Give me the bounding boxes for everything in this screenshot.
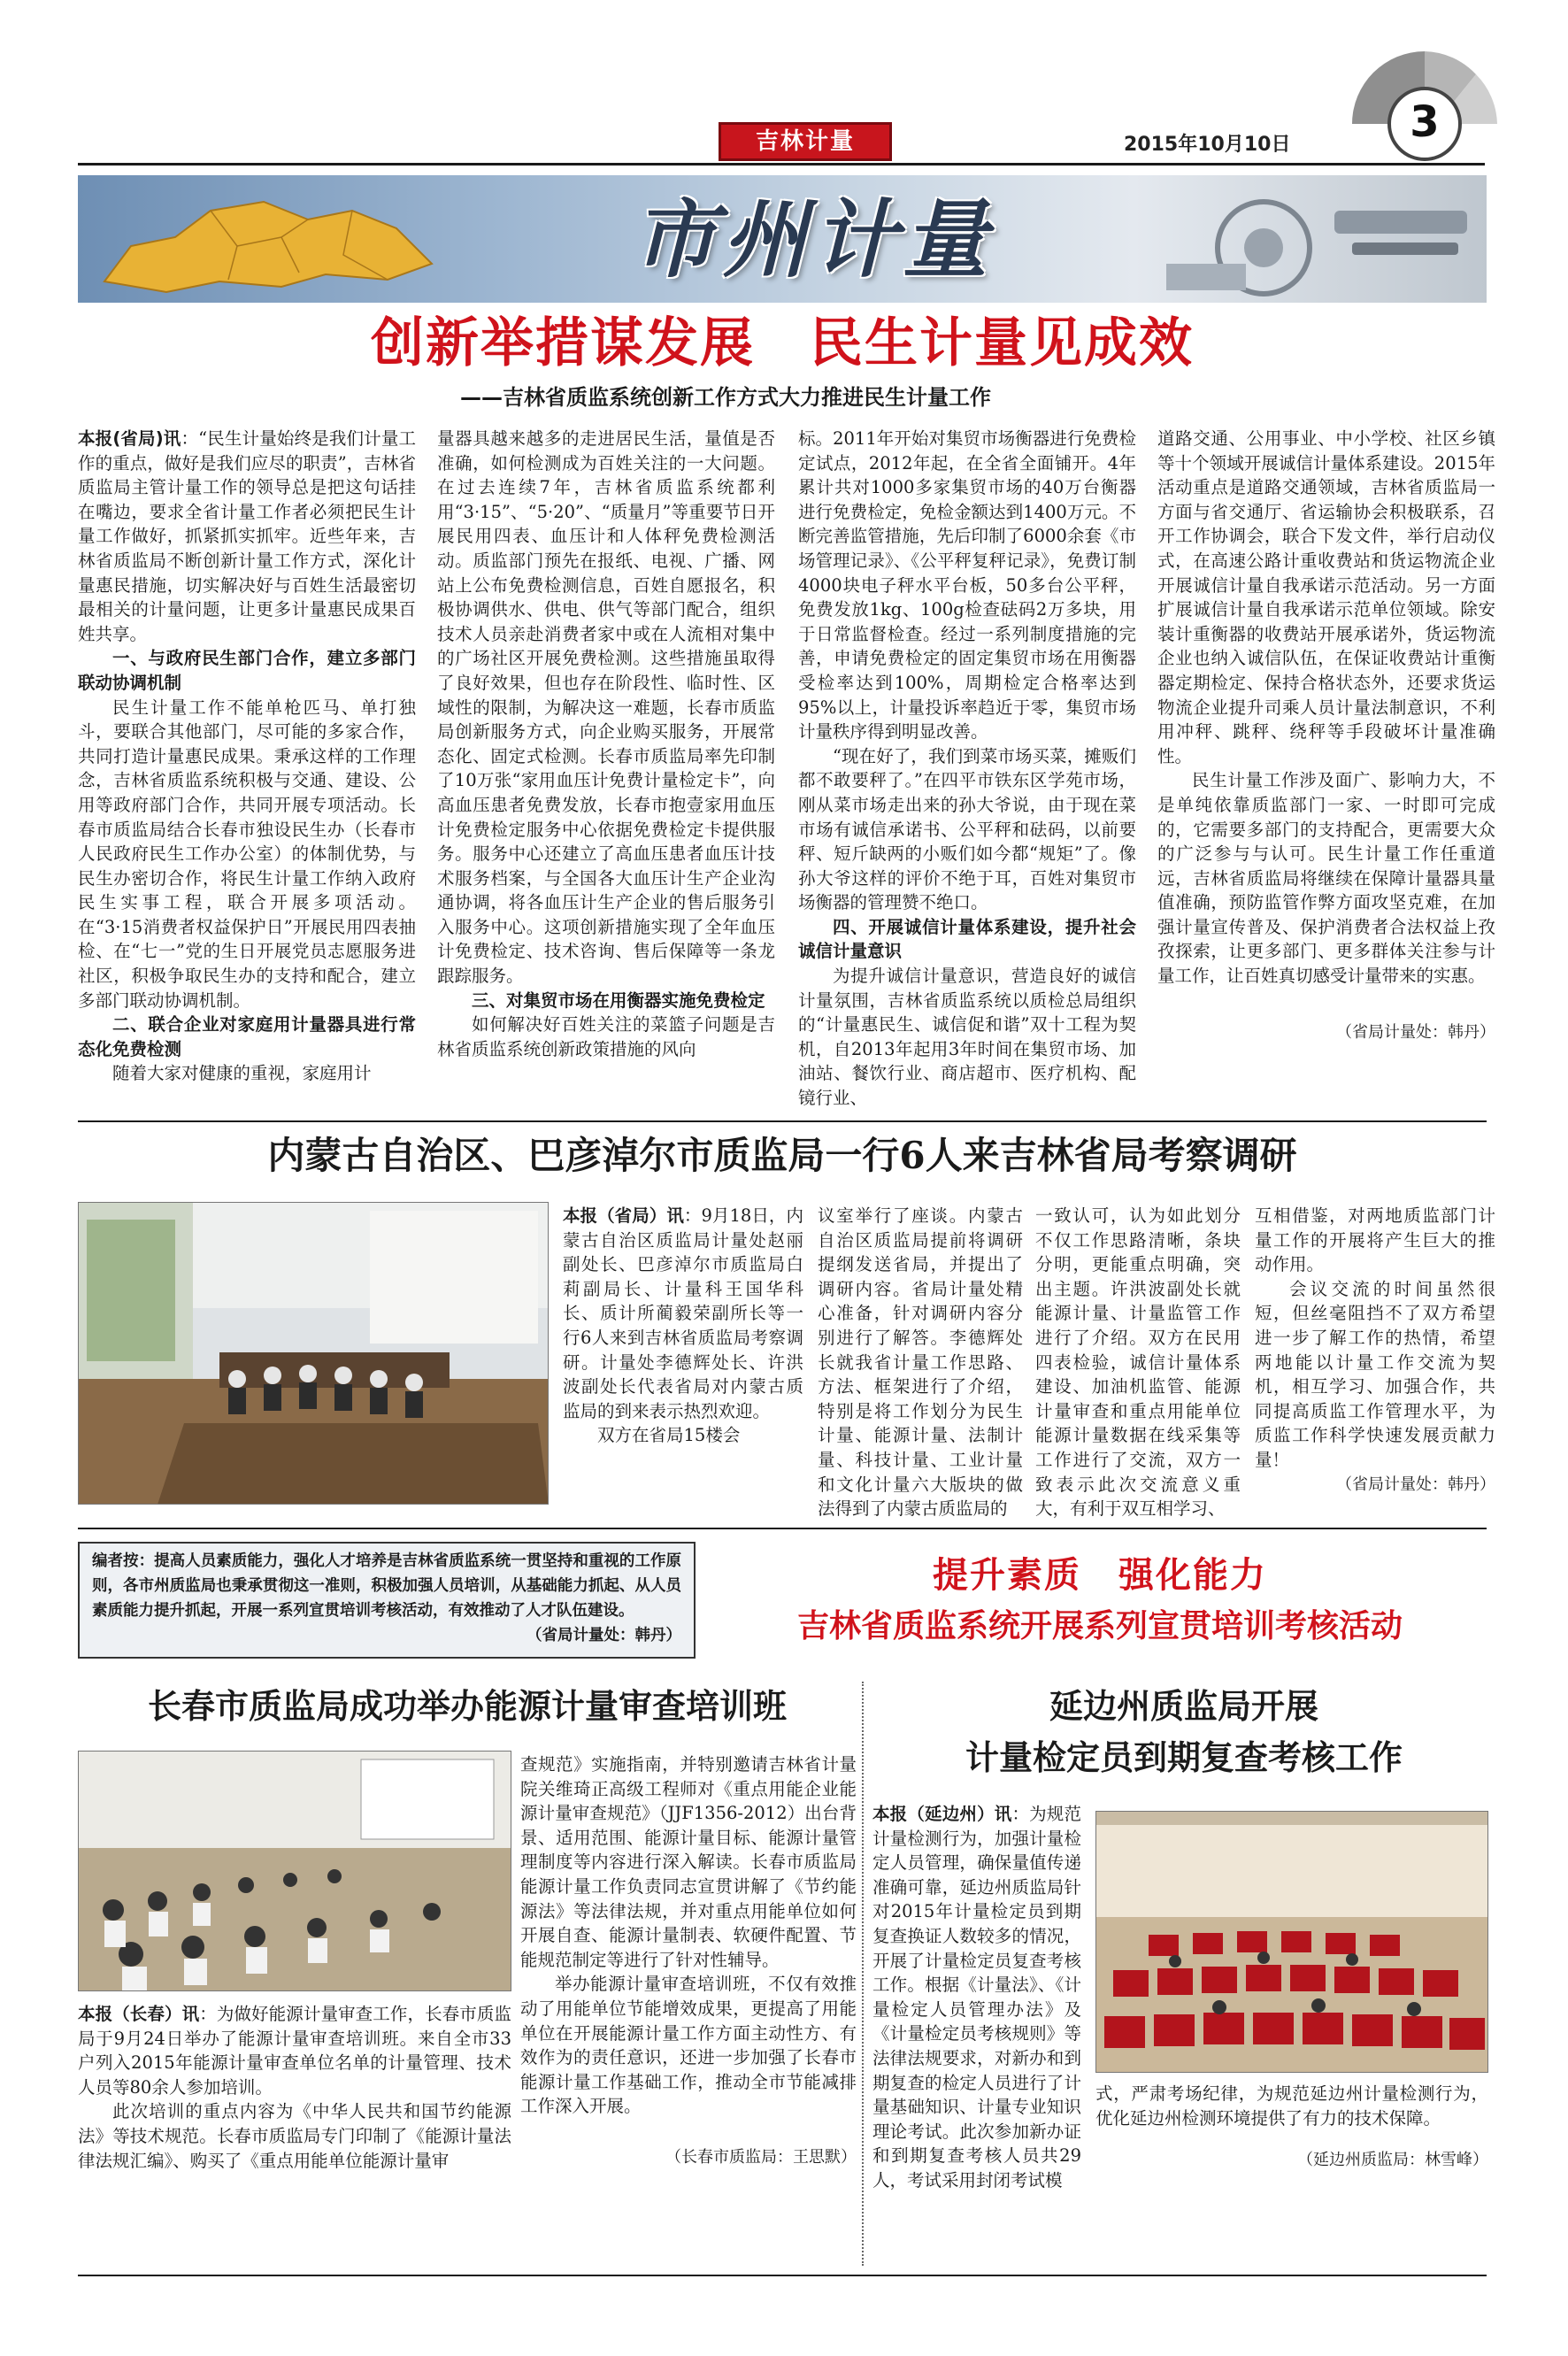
- article1-column-3: [798, 427, 1136, 1113]
- exam-hall-image: [1095, 1811, 1488, 2073]
- article1-col2-p1: 量器具越来越多的走进居民生活，量值是否准确，如何检测成为百姓关注的一大问题。在过去连续7年，吉林省质监系统都利用“3·15”、“5·20”、“质量月”等重要节日开展民用四表、血压计和人体秤免费检测活动。质监部门预先在报纸、电视、广播、网站上公布免费检测信息，百姓自愿报名，积极协调供水、供电、供气等部门配合，组织技术人员亲赴消费者家中或在人流相对集中的广场社区开展免费检测。这些措施虽取得了良好效果，但也存在阶段性、临时性、区域性的限制，为解决这一难题，长春市质监局创新服务方式，向企业购买服务，开展常态化、固定式检测。长春市质监局率先印制了10万张“家用血压计免费计量检定卡”，向高血压患者免费发放，长春市抱壹家用血压计免费检定服务中心依据免费检定卡提供服务。服务中心还建立了高血压患者血压计技术服务档案，与全国各大血压计生产企业沟通协调，将各血压计生产企业的售后服务引入服务中心。这项创新措施实现了全年血压计免费检定、技术咨询、售后保障等一条龙跟踪服务。: [437, 428, 775, 987]
- page-header: [0, 0, 1568, 177]
- meeting-room-image: [78, 1202, 549, 1505]
- article2-bottom-rule: [78, 1528, 1487, 1529]
- article1-column-4: [1157, 427, 1495, 1113]
- paper-name: 吉林计量: [755, 128, 855, 155]
- article4-column-right: [1095, 2082, 1488, 2269]
- article2-col3-p1: 一致认可，认为如此划分不仅工作思路清晰，条块分明，更能重点明确，突出主题。许洪波副处长就能源计量、计量监管工作进行了介绍。双方在民用四表检验，诚信计量体系建设、加油机监管、能源计量审查和重点用能单位能源计量数据在线采集等工作进行了交流，双方一致表示此次交流意义重大，有利于双互相学习、: [1035, 1205, 1241, 1520]
- article1-title: 创新举措谋发展 民生计量见成效: [371, 312, 1194, 374]
- editor-note-body: 编者按：提高人员素质能力，强化人才培养是吉林省质监系统一贯坚持和重视的工作原则，各市州质监局也秉承贯彻这一准则，积极加强人员培训，从基础能力抓起、从人员素质能力提升抓起，开展一系列宣贯培训考核活动，有效推动了人才队伍建设。: [92, 1552, 681, 1620]
- article1-lead: 本报(省局)讯: [78, 428, 181, 449]
- article4-title-line2: 计量检定员到期复查考核工作: [965, 1737, 1403, 1777]
- article3-coll-p2: 此次培训的重点内容为《中华人民共和国节约能源法》等技术规范。长春市质监局专门印制了《能源计量法律法规汇编》、购买了《重点用能单位能源计量审: [78, 2101, 511, 2171]
- article2-title: 内蒙古自治区、巴彦淖尔市质监局一行6人来吉林省局考察调研: [267, 1134, 1297, 1177]
- article1-col1-p2: 民生计量工作不能单枪匹马、单打独斗，要联合其他部门，尽可能的多家合作，共同打造计量惠民成果。秉承这样的工作理念，吉林省质监系统积极与交通、建设、公用等政府部门合作，共同开展专项活动。长春市质监局结合长春市独设民生办（长春市人民政府民生工作办公室）的体制优势，与民生办密切合作，将民生计量工作纳入政府民生实事工程，联合开展多项活动。在“3·15消费者权益保护日”开展民用四表抽检、在“七一”党的生日开展党员志愿服务进社区，积极争取民生办的支持和配合，建立多部门联动协调机制。: [78, 697, 416, 1011]
- article1-signature: （省局计量处：韩丹）: [1336, 1022, 1495, 1042]
- article3-training-photo: [78, 1751, 511, 1991]
- article3-coll-p1: ：为做好能源计量审查工作，长春市质监局于9月24日举办了能源计量审查培训班。来自全市33户列入2015年能源计量审查单位名单的计量管理、技术人员等80余人参加培训。: [78, 2004, 511, 2098]
- article4-exam-photo: [1095, 1811, 1488, 2073]
- article1-subtitle: ——吉林省质监系统创新工作方式大力推进民生计量工作: [460, 385, 991, 410]
- article1-bottom-rule: [78, 1120, 1487, 1122]
- article1-col3-p2: “现在好了，我们到菜市场买菜，摊贩们都不敢要秤了。”在四平市铁东区学苑市场，刚从菜市场走出来的孙大爷说，由于现在菜市场有诚信承诺书、公平秤和砝码，以前要秤、短斤缺两的小贩们如今都“规矩”了。像孙大爷这样的评价不绝于耳，百姓对集贸市场衡器的管理赞不绝口。: [798, 745, 1136, 913]
- article1-col3-p1: 标。2011年开始对集贸市场衡器进行免费检定试点，2012年起，在全省全面铺开。4年累计共对1000多家集贸市场的40万台衡器进行免费检定，免检金额达到1400万元。不断完善监管措施，先后印制了6000余套《市场管理记录》、《公平秤复秤记录》，免费订制4000块电子秤水平台板，50多台公平秤，免费发放1kg、100g检查砝码2万多块，用于日常监督检查。经过一系列制度措施的完善，申请免费检定的固定集贸市场在用衡器受检率达到100%，周期检定合格率达到95%以上，计量投诉率趋近于零，集贸市场计量秩序得到明显改善。: [798, 428, 1136, 743]
- article1-heading-2: 二、联合企业对家庭用计量器具进行常态化免费检测: [78, 1014, 416, 1059]
- article3-lead: 本报（长春）讯: [78, 2004, 200, 2024]
- article2-col1-p2: 双方在省局15楼会: [597, 1425, 741, 1446]
- editor-note-box: [78, 1542, 696, 1659]
- article2-meeting-photo: [78, 1202, 549, 1505]
- paper-name-badge: [719, 122, 892, 161]
- article2-col4-p2: 会议交流的时间虽然很短，但丝毫阻挡不了双方希望进一步了解工作的热情，希望两地能以计量工作交流为契机，相互学习、加强合作，共同提高质监工作管理水平，为质监工作科学快速发展贡献力量！: [1255, 1278, 1495, 1470]
- header-rule: [78, 163, 1485, 166]
- article1-col1-p1: ：“民生计量始终是我们计量工作的重点，做好是我们应尽的职责”，吉林省质监局主管计量工作的领导总是把这句话挂在嘴边，要求全省计量工作者必须把民生计量工作做好，抓紧抓实抓牢。近些年来，吉林省质监局不断创新计量工作方式，深化计量惠民措施，切实解决好与百姓生活最密切最相关的计量问题，让更多计量惠民成果百姓共享。: [78, 428, 416, 644]
- article1-column-1: [78, 427, 416, 1113]
- article3-column-left: [78, 2002, 511, 2269]
- article1-col2-p2: 如何解决好百姓关注的菜篮子问题是吉林省质监系统创新政策措施的风向: [437, 1014, 775, 1059]
- article3-colr-p2: 举办能源计量审查培训班，不仅有效推动了用能单位节能增效成果，更提高了用能单位在开展能源计量工作方面主动性方、有效作为的责任意识，还进一步加强了长春市能源计量工作基础工作，推动全市节能减排工作深入开展。: [520, 1974, 857, 2117]
- special-title-line1: 提升素质 强化能力: [933, 1555, 1267, 1596]
- article3-title: 长春市质监局成功举办能源计量审查培训班: [147, 1686, 787, 1726]
- article1-heading-1: 一、与政府民生部门合作，建立多部门联动协调机制: [78, 648, 416, 693]
- section-title: 市州计量: [632, 190, 993, 289]
- article1-column-2: [437, 427, 775, 1113]
- article1-heading-3: 三、对集贸市场在用衡器实施免费检定: [472, 989, 765, 1011]
- article3-column-right: [520, 1752, 857, 2269]
- article1-col4-p1: 道路交通、公用事业、中小学校、社区乡镇等十个领域开展诚信计量体系建设。2015年活动重点是道路交通领域，吉林省质监局一方面与省交通厅、省运输协会积极联系，召开工作协调会，联合下发文件，举行启动仪式，在高速公路计重收费站和货运物流企业开展诚信计量自我承诺示范活动。另一方面扩展诚信计量自我承诺示范单位领域。除安装计重衡器的收费站开展承诺外，货运物流企业也纳入诚信队伍，在保证收费站计重衡器定期检定、保持合格状态外，还要求货运物流企业提升司乘人员计量法制意识，不利用冲秤、跳秤、绕秤等手段破坏计量准确性。: [1157, 428, 1495, 766]
- article1-heading-4: 四、开展诚信计量体系建设，提升社会诚信计量意识: [798, 916, 1136, 962]
- article2-column-2: [818, 1204, 1023, 1522]
- section-banner: [78, 175, 1487, 303]
- training-class-image: [78, 1751, 511, 1991]
- editor-note-text: [92, 1549, 681, 1644]
- page-number: 3: [1410, 97, 1440, 147]
- article1-col3-p3: 为提升诚信计量意识，营造良好的诚信计量氛围，吉林省质监系统以质检总局组织的“计量惠民生、诚信促和谐”双十工程为契机，自2013年起用3年时间在集贸市场、加油站、餐饮行业、商店超市、医疗机构、配镜行业、: [798, 966, 1136, 1109]
- article3-signature: （长春市质监局：王思默）: [665, 2147, 857, 2167]
- article4-signature: （延边州质监局：林雪峰）: [1297, 2151, 1488, 2170]
- special-title-line2: 吉林省质监系统开展系列宣贯培训考核活动: [796, 1608, 1403, 1644]
- article4-lead: 本报（延边州）讯: [872, 1804, 1012, 1824]
- header-date: 2015年10月10日: [1124, 134, 1291, 156]
- article1-col4-p2: 民生计量工作涉及面广、影响力大，不是单纯依靠质监部门一家、一时即可完成的，它需要多部门的支持配合，更需要大众的广泛参与与认可。民生计量工作任重道远，吉林省质监局将继续在保障计量器具量值准确，预防监管作弊方面攻坚克难，在加强计量宣传普及、保护消费者合法权益上孜孜探索，让更多部门、更多群体关注参与计量工作，让百姓真切感受计量带来的实惠。: [1157, 770, 1495, 987]
- article2-column-1: [563, 1204, 803, 1522]
- article4-colr-p1: 式，严肃考场纪律，为规范延边州计量检测行为，优化延边州检测环境提供了有力的技术保障。: [1095, 2083, 1488, 2129]
- article4-coll-p1: ：为规范计量检测行为，加强计量检定人员管理，确保量值传递准确可靠，延边州质监局针对2015年计量检定员到期复查换证人数较多的情况，开展了计量检定员复查考核工作。根据《计量法》、《计量检定人员管理办法》及《计量检定员考核规则》等法律法规要求，对新办和到期复查的检定人员进行了计量基础知识、计量专业知识理论考试。此次参加新办证和到期复查考核人员共29人，考试采用封闭考试模: [872, 1804, 1081, 2190]
- article2-col4-p1: 互相借鉴，对两地质监部门计量工作的开展将产生巨大的推动作用。: [1255, 1205, 1495, 1275]
- article3-colr-p1: 查规范》实施指南，并特别邀请吉林省计量院关维琦正高级工程师对《重点用能企业能源计量审查规范》（JJF1356-2012）出台背景、适用范围、能源计量目标、能源计量管理制度等内容进行深入解读。长春市质监局能源计量工作负责同志宣贯讲解了《节约能源法》等法律法规，并对重点用能单位如何开展自查、能源计量制表、软硬件配置、节能规范制定等进行了针对性辅导。: [520, 1754, 857, 1970]
- column-dotted-divider: [862, 1682, 864, 2266]
- article2-signature: （省局计量处：韩丹）: [1336, 1474, 1495, 1494]
- article4-title-line1: 延边州质监局开展: [1049, 1686, 1318, 1726]
- article4-column-left: [872, 1802, 1081, 2269]
- page-bottom-rule: [78, 2275, 1487, 2276]
- article2-column-3: [1035, 1204, 1241, 1522]
- article2-column-4: [1255, 1204, 1495, 1522]
- article2-col1-p1: ：9月18日，内蒙古自治区质监局计量处赵丽副处长、巴彦淖尔市质监局白莉副局长、计量科王国华科长、质计所蔺毅荣副所长等一行6人来到吉林省质监局考察调研。计量处李德辉处长、许洪波副处长代表省局对内蒙古质监局的到来表示热烈欢迎。: [563, 1205, 803, 1421]
- editor-note-signature: （省局计量处：韩丹）: [527, 1627, 681, 1644]
- article1-col1-p3: 随着大家对健康的重视，家庭用计: [112, 1063, 372, 1084]
- article2-lead: 本报（省局）讯: [563, 1205, 684, 1226]
- article2-col2-p1: 议室举行了座谈。内蒙古自治区质监局提前将调研提纲发送省局，并提出了调研内容。省局计量处精心准备，针对调研内容分别进行了解答。李德辉处长就我省计量工作思路、方法、框架进行了介绍，特别是将工作划分为民生计量、能源计量、法制计量、科技计量、工业计量和文化计量六大版块的做法得到了内蒙古质监局的: [818, 1205, 1023, 1520]
